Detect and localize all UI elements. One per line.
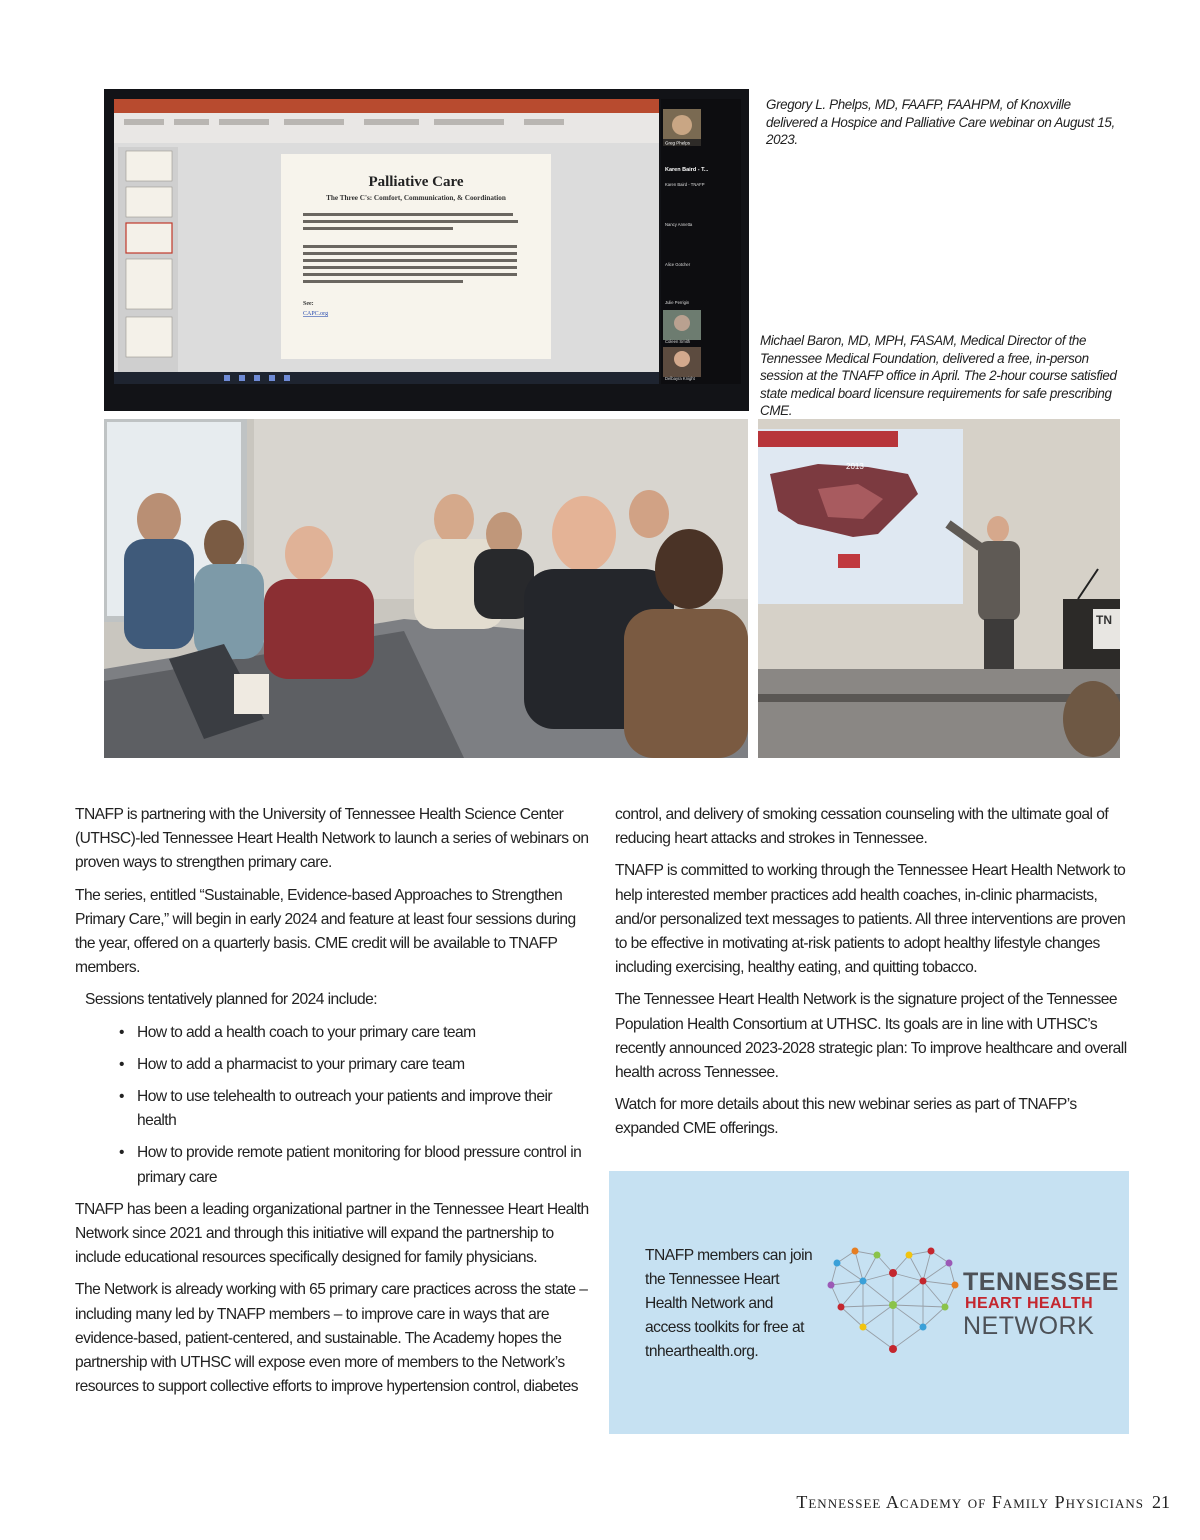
- logo-word-heart-health: HEART HEALTH: [965, 1295, 1094, 1312]
- right-paragraph-2: TNAFP is committed to working through the Tennessee Heart Health Network to help interested member practices add health coaches, in-clinic pharmacists, and/or personalized text messages to patients. All three interventions are proven to be effective in motivating at-risk patients to adopt healthy lifestyle changes including exercising, healthy eating, and quitting tobacco.: [615, 862, 1126, 977]
- sessions-list: [75, 1021, 590, 1190]
- caption-phelps: Gregory L. Phelps, MD, FAAFP, FAAHPM, of Knoxville delivered a Hospice and Palliative Care webinar on August 15, 2023.: [766, 97, 1115, 147]
- left-paragraph-4: TNAFP has been a leading organizational partner in the Tennessee Heart Health Network since 2021 and through this initiative will expand the partnership to include educational resources specifically designed for family physicians.: [75, 1200, 589, 1267]
- right-paragraph-1: control, and delivery of smoking cessation counseling with the ultimate goal of reducing heart attacks and strokes in Tennessee.: [615, 806, 1109, 848]
- list-item: [75, 1141, 590, 1189]
- list-item: [75, 1085, 590, 1133]
- left-paragraph-1: TNAFP is partnering with the University of Tennessee Health Science Center (UTHSC)-led Tennessee Heart Health Network to launch a series of webinars on proven ways to strengthen primary care.: [75, 806, 589, 872]
- speaker-illustration: [758, 419, 1120, 758]
- participant-6: Delbayra Knight: [665, 376, 695, 381]
- network-heart-icon: [827, 1245, 962, 1355]
- right-paragraph-3: The Tennessee Heart Health Network is the signature project of the Tennessee Population Health Consortium at UTHSC. Its goals are in line with UTHSC’s recently announced 2023-2028 strategic plan: To improve healthcare and overall health across Tennessee.: [615, 991, 1127, 1082]
- participant-1: Karen Baird - TNAFP: [665, 182, 705, 187]
- page-footer: [796, 1492, 1170, 1513]
- left-paragraph-2: The series, entitled “Sustainable, Evidence-based Approaches to Strengthen Primary Care,” will begin in early 2024 and feature at least four sessions during the year, offered on a quarterly basis. CME credit will be available to TNAFP members.: [75, 886, 576, 977]
- logo-word-tennessee: TENNESSEE: [963, 1268, 1119, 1296]
- page-number: 21: [1152, 1492, 1170, 1512]
- caption-baron: Michael Baron, MD, MPH, FASAM, Medical Director of the Tennessee Medical Foundation, delivered a free, in-person session at the TNAFP office in April. The 2-hour course satisfied state medical board licensure requirements for safe prescribing CME.: [760, 333, 1117, 418]
- logo-word-network: NETWORK: [963, 1312, 1095, 1340]
- tennessee-heart-health-network-logo: [827, 1245, 1117, 1355]
- article-left-column: [75, 803, 590, 1407]
- slide-link: CAPC.org: [303, 311, 329, 317]
- heart-health-callout: [609, 1171, 1129, 1434]
- participant-3: Alice Gotcher: [665, 262, 691, 267]
- presenter-tag: Greg Phelps: [665, 140, 691, 146]
- publication-name: Tennessee Academy of Family Physicians: [796, 1492, 1144, 1512]
- participant-2: Nancy Annetta: [665, 222, 693, 227]
- bullet-glyph: •: [119, 1088, 124, 1106]
- bullet-glyph: •: [119, 1144, 124, 1162]
- webinar-screenshot-illustration: [104, 89, 749, 411]
- participant-4: Julie Perrigin: [665, 300, 690, 305]
- slide-title: Palliative Care: [368, 174, 464, 190]
- session-text: How to add a health coach to your primary care team: [137, 1023, 476, 1041]
- left-paragraph-5: The Network is already working with 65 primary care practices across the state – including many led by TNAFP members – to improve care in ways that are evidence-based, patient-centered, and sustainable. The Academy hopes the partnership with UTHSC will expose even more of members to the Network’s resources to support collective efforts to improve hypertension control, diabetes: [75, 1281, 588, 1396]
- svg-text:See:: See:: [303, 301, 314, 307]
- left-paragraph-3: Sessions tentatively planned for 2024 include:: [85, 991, 377, 1009]
- classroom-illustration: [104, 419, 748, 758]
- session-text: How to provide remote patient monitoring for blood pressure control in primary care: [137, 1144, 582, 1186]
- podium-text: TN: [1096, 613, 1112, 627]
- session-text: How to use telehealth to outreach your patients and improve their health: [137, 1088, 552, 1130]
- right-paragraph-4: Watch for more details about this new webinar series as part of TNAFP’s expanded CME offerings.: [615, 1096, 1077, 1138]
- session-text: How to add a pharmacist to your primary care team: [137, 1055, 465, 1073]
- article-right-column: [615, 803, 1135, 1150]
- speaker-session-photo: [758, 419, 1120, 758]
- list-item: [75, 1053, 590, 1077]
- bullet-glyph: •: [119, 1023, 124, 1041]
- participant-0: Karen Baird - T...: [665, 167, 709, 173]
- callout-text: TNAFP members can join the Tennessee Heart Health Network and access toolkits for free at tnhearthealth.org.: [645, 1247, 813, 1360]
- webinar-screenshot-photo: [104, 89, 749, 411]
- slide-subtitle: The Three C's: Comfort, Communication, & Coordination: [326, 194, 506, 202]
- list-item: [75, 1021, 590, 1045]
- map-year: 2013: [846, 462, 864, 471]
- participant-5: Coleen Smith: [665, 339, 691, 344]
- bullet-glyph: •: [119, 1055, 124, 1073]
- classroom-session-photo: [104, 419, 748, 758]
